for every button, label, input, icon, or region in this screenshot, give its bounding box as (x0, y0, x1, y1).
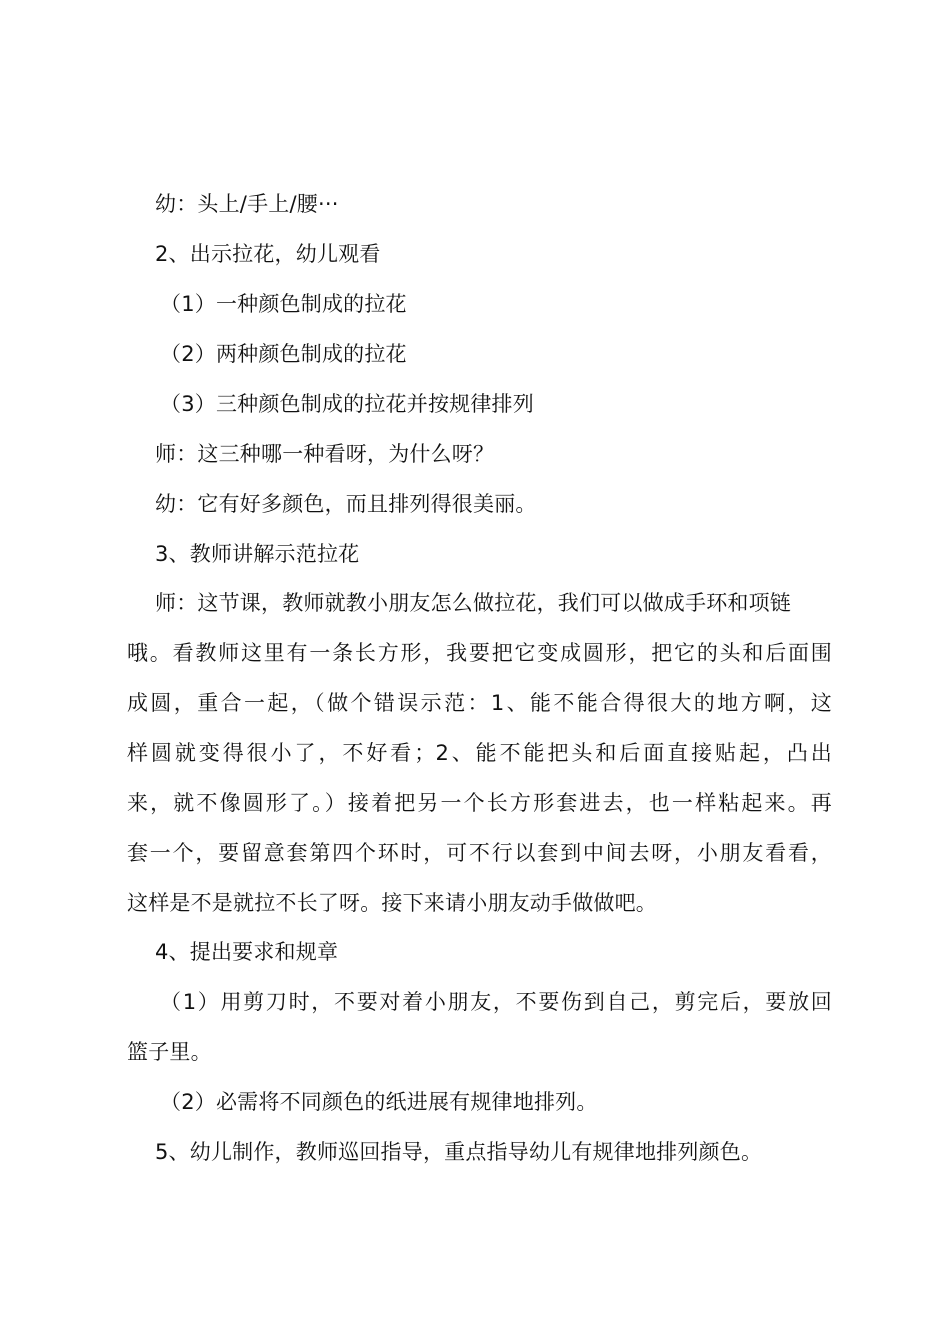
step-5-heading: 5、幼儿制作，教师巡回指导，重点指导幼儿有规律地排列颜色。 (155, 1140, 763, 1164)
step-2-heading: 2、出示拉花，幼儿观看 (155, 242, 381, 266)
paragraph-line: 哦。看教师这里有一条长方形，我要把它变成圆形，把它的头和后面围 (127, 641, 832, 665)
paragraph-line: 来，就不像圆形了。）接着把另一个长方形套进去，也一样粘起来。再 (127, 791, 832, 815)
list-item-3: （3）三种颜色制成的拉花并按规律排列 (160, 392, 534, 416)
paragraph-line: 成圆，重合一起，（做个错误示范：1、能不能合得很大的地方啊，这 (127, 691, 832, 715)
rule-item-1: （1）用剪刀时，不要对着小朋友，不要伤到自己，剪完后，要放回 (160, 990, 832, 1014)
paragraph-line: 这样是不是就拉不长了呀。接下来请小朋友动手做做吧。 (127, 891, 657, 915)
paragraph-line: 师：这节课，教师就教小朋友怎么做拉花，我们可以做成手环和项链 (155, 591, 791, 615)
list-item-2: （2）两种颜色制成的拉花 (160, 342, 407, 366)
paragraph-line: 套一个，要留意套第四个环时，可不行以套到中间去呀，小朋友看看， (127, 841, 832, 865)
paragraph-line: 样圆就变得很小了，不好看；2、能不能把头和后面直接贴起，凸出 (127, 741, 832, 765)
list-item-1: （1）一种颜色制成的拉花 (160, 292, 407, 316)
dialogue-line-teacher-question: 师：这三种哪一种看呀，为什么呀？ (155, 442, 495, 466)
rule-item-1-continued: 篮子里。 (127, 1040, 212, 1064)
step-4-heading: 4、提出要求和规章 (155, 940, 339, 964)
dialogue-line-child-reply: 幼：它有好多颜色，而且排列得很美丽。 (155, 492, 537, 516)
dialogue-line-child-answer: 幼：头上/手上/腰··· (155, 192, 339, 216)
rule-item-2: （2）必需将不同颜色的纸进展有规律地排列。 (160, 1090, 598, 1114)
step-3-heading: 3、教师讲解示范拉花 (155, 542, 360, 566)
